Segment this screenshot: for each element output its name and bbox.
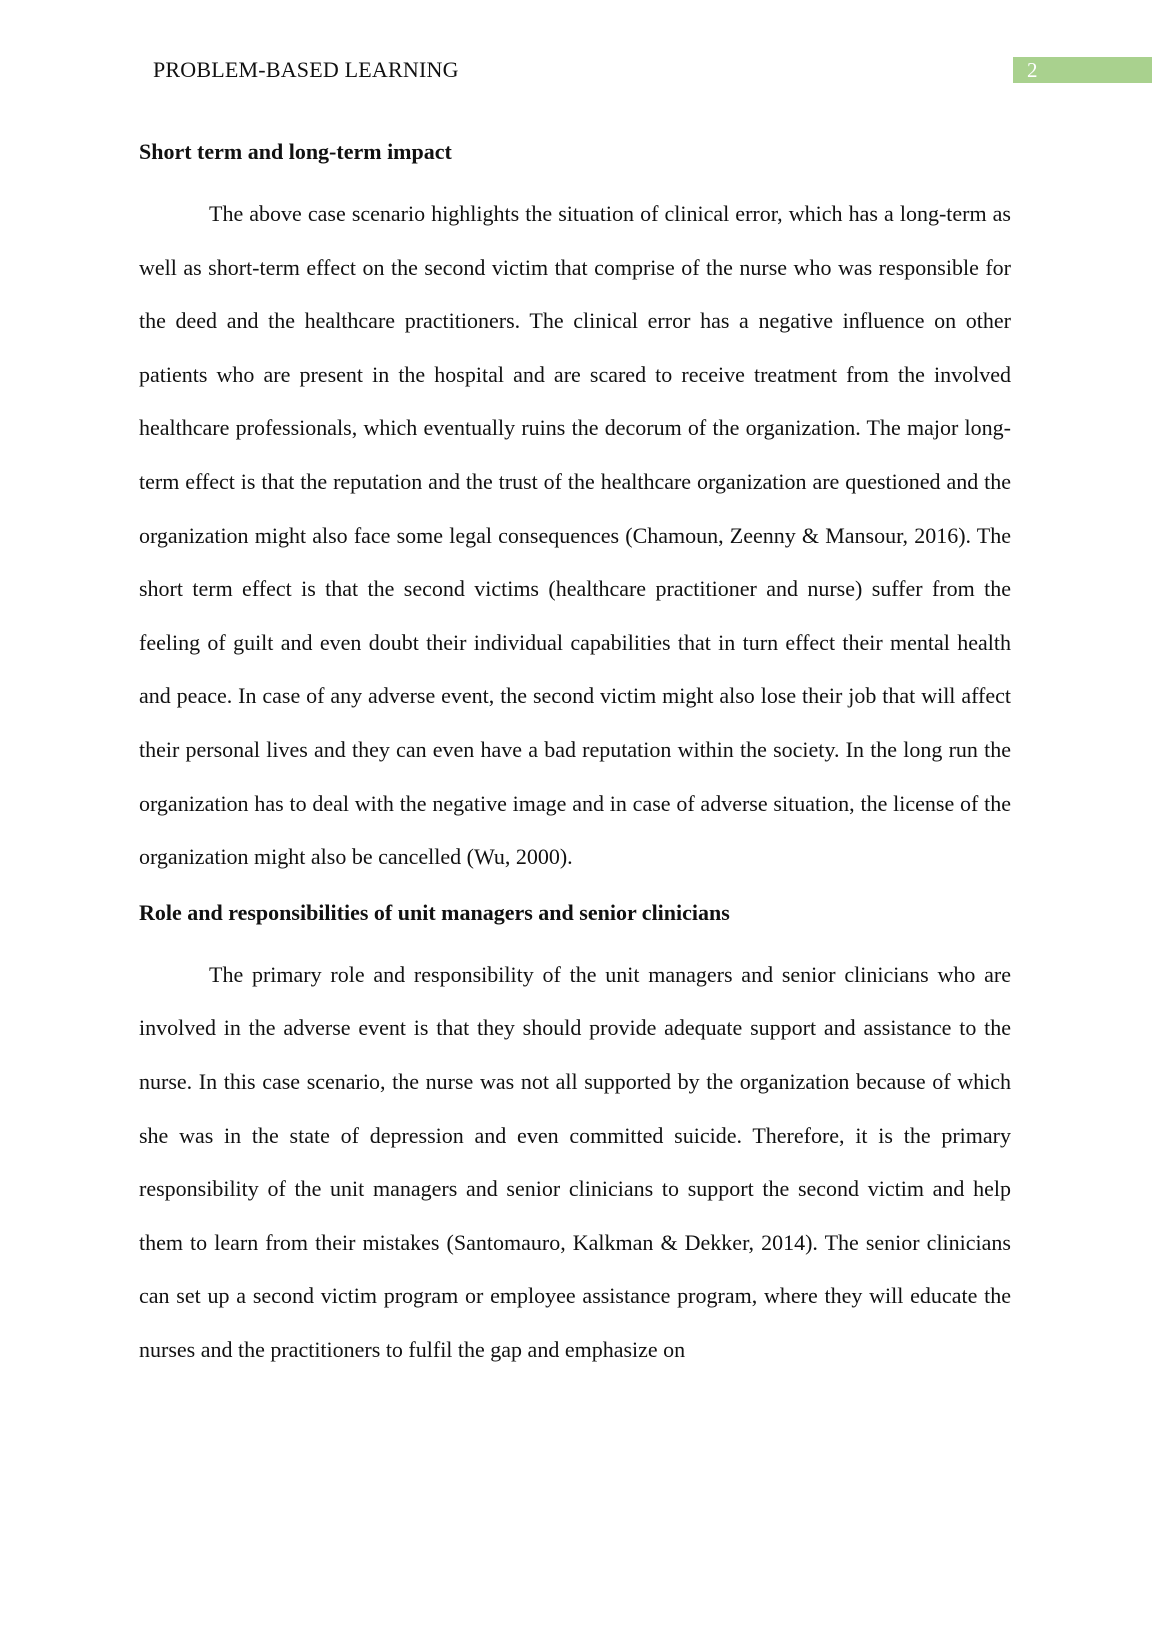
page-number-badge: [1013, 57, 1152, 83]
section-heading-roles: Role and responsibilities of unit managers and senior clinicians: [139, 899, 730, 925]
document-body: [139, 134, 1011, 1376]
page-number: 2: [1027, 58, 1038, 82]
running-head: PROBLEM-BASED LEARNING: [153, 57, 459, 82]
section-heading-impact: Short term and long-term impact: [139, 139, 452, 164]
paragraph-impact: The above case scenario highlights the situation of clinical error, which has a long-term as well as short-term effect on the second victim that comprise of the nurse who was responsible for the deed and the healthcare practitioners. The clinical error has a negative influence on other patients who are present in the hospital and are scared to receive treatment from the involved healthcare professionals, which eventually ruins the decorum of the organization. The major long-term effect is that the reputation and the trust of the healthcare organization are questioned and the organization might also face some legal consequences (Chamoun, Zeenny & Mansour, 2016). The short term effect is that the second victims (healthcare practitioner and nurse) suffer from the feeling of guilt and even doubt their individual capabilities that in turn effect their mental health and peace. In case of any adverse event, the second victim might also lose their job that will affect their personal lives and they can even have a bad reputation within the society. In the long run the organization has to deal with the negative image and in case of adverse situation, the license of the organization might also be cancelled (Wu, 2000).: [139, 201, 1011, 870]
paragraph-roles: The primary role and responsibility of the unit managers and senior clinicians who are involved in the adverse event is that they should provide adequate support and assistance to the nurse. In this case scenario, the nurse was not all supported by the organization because of which she was in the state of depression and even committed suicide. Therefore, it is the primary responsibility of the unit managers and senior clinicians to support the second victim and help them to learn from their mistakes (Santomauro, Kalkman & Dekker, 2014). The senior clinicians can set up a second victim program or employee assistance program, where they will educate the nurses and the practitioners to fulfil the gap and emphasize on: [139, 961, 1011, 1362]
